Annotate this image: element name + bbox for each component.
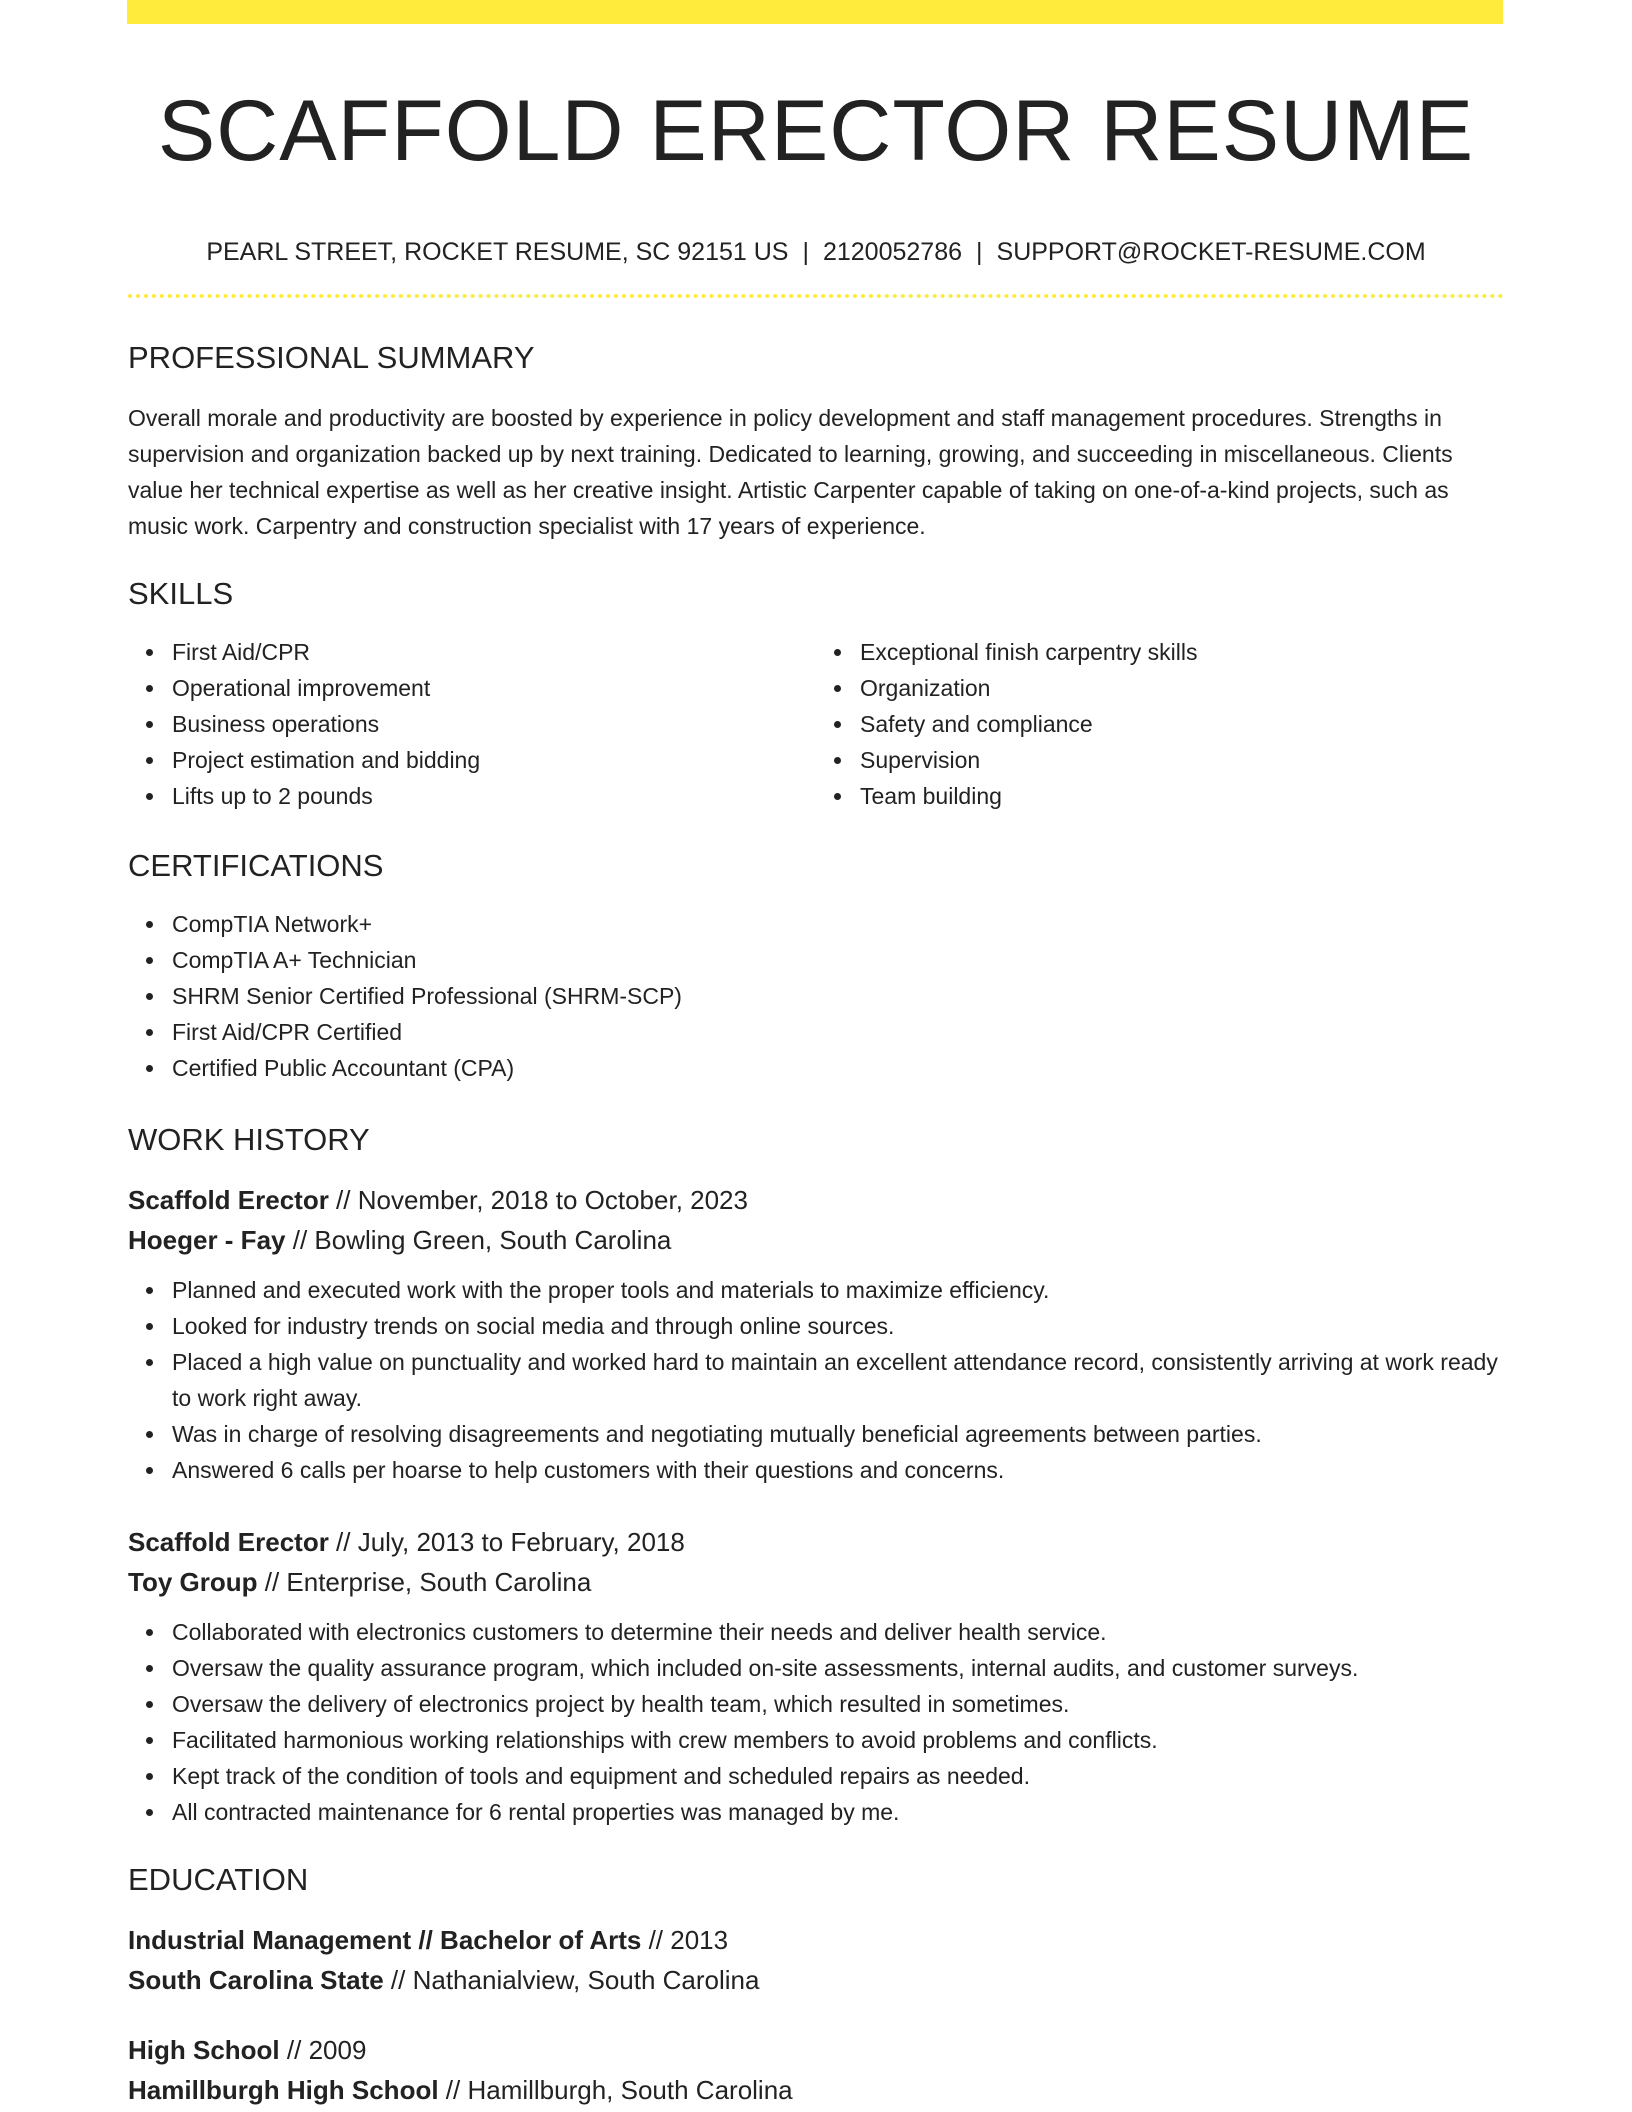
job-bullet-list [128,1614,1504,1830]
resume-title: SCAFFOLD ERECTOR RESUME [157,83,1475,179]
job-title: Scaffold Erector [128,1185,329,1215]
job-bullet: All contracted maintenance for 6 rental properties was managed by me. [172,1794,1504,1830]
education-school-line [128,1960,1504,2000]
education-degree-line [128,2030,1504,2070]
job-location: // Bowling Green, South Carolina [285,1225,672,1255]
skills-left-list [128,634,816,814]
certification-item: CompTIA A+ Technician [172,942,1504,978]
job-location: // Enterprise, South Carolina [257,1567,592,1597]
skill-item: Business operations [172,706,816,742]
work-history-heading: WORK HISTORY [128,1122,370,1157]
job-company: Toy Group [128,1567,258,1597]
skill-item: Supervision [860,742,1504,778]
job-company-line [128,1562,1504,1602]
skill-item: Project estimation and bidding [172,742,816,778]
resume-content [128,24,1504,2110]
skill-item: Organization [860,670,1504,706]
skill-item: Safety and compliance [860,706,1504,742]
education-year: // 2013 [641,1925,729,1955]
summary-heading: PROFESSIONAL SUMMARY [128,340,535,375]
contact-phone: 2120052786 [822,238,963,266]
job-dates: // November, 2018 to October, 2023 [328,1185,748,1215]
job-company-line [128,1220,1504,1260]
job-bullet: Looked for industry trends on social media and through online sources. [172,1308,1504,1344]
job-bullet: Was in charge of resolving disagreements and negotiating mutually beneficial agreements between parties. [172,1416,1504,1452]
education-year: // 2009 [279,2035,367,2065]
certification-item: CompTIA Network+ [172,906,1504,942]
job-bullet: Facilitated harmonious working relationships with crew members to avoid problems and conflicts. [172,1722,1504,1758]
job-bullet: Planned and executed work with the proper tools and materials to maximize efficiency. [172,1272,1504,1308]
job-title-line [128,1522,1504,1562]
education-location: // Nathanialview, South Carolina [383,1965,760,1995]
certification-item: Certified Public Accountant (CPA) [172,1050,1504,1086]
certification-item: First Aid/CPR Certified [172,1014,1504,1050]
contact-address: PEARL STREET, ROCKET RESUME, SC 92151 US [206,238,789,266]
job-bullet: Kept track of the condition of tools and equipment and scheduled repairs as needed. [172,1758,1504,1794]
skill-item: First Aid/CPR [172,634,816,670]
certifications-heading: CERTIFICATIONS [128,848,384,883]
contact-separator: | [976,238,983,266]
job-bullet: Oversaw the quality assurance program, which included on-site assessments, internal audits, and customer surveys. [172,1650,1504,1686]
contact-email: SUPPORT@ROCKET-RESUME.COM [996,238,1426,266]
job-company: Hoeger - Fay [128,1225,286,1255]
skill-item: Team building [860,778,1504,814]
education-location: // Hamillburgh, South Carolina [438,2075,793,2105]
job-dates: // July, 2013 to February, 2018 [328,1527,685,1557]
job-bullet: Oversaw the delivery of electronics project by health team, which resulted in sometimes. [172,1686,1504,1722]
education-school: Hamillburgh High School [128,2075,439,2105]
dotted-divider [128,294,1504,298]
job-title: Scaffold Erector [128,1527,329,1557]
skill-item: Lifts up to 2 pounds [172,778,816,814]
job-bullet: Collaborated with electronics customers to determine their needs and deliver health service. [172,1614,1504,1650]
certifications-list [128,906,1504,1086]
education-heading: EDUCATION [128,1862,309,1897]
summary-text: Overall morale and productivity are boosted by experience in policy development and staff management procedures. Strengths in supervision and organization backed up by next training. Dedicated to learning, growing, and succeeding in miscellaneous. Clients value her technical expertise as well as her creative insight. Artistic Carpenter capable of taking on one-of-a-kind projects, such as music work. Carpentry and construction specialist with 17 years of experience. [128,405,1453,539]
education-degree: Industrial Management // Bachelor of Arts [128,1925,642,1955]
skills-heading: SKILLS [128,576,234,611]
education-school: South Carolina State [128,1965,384,1995]
job-bullet: Answered 6 calls per hoarse to help customers with their questions and concerns. [172,1452,1504,1488]
skills-columns [128,634,1504,814]
skill-item: Exceptional finish carpentry skills [860,634,1504,670]
job-bullet: Placed a high value on punctuality and worked hard to maintain an excellent attendance record, consistently arriving at work ready to work right away. [172,1344,1504,1416]
education-degree: High School [128,2035,280,2065]
job-title-line [128,1180,1504,1220]
contact-separator: | [802,238,809,266]
contact-line [128,236,1504,268]
top-accent-bar [127,0,1503,24]
job-bullet-list [128,1272,1504,1488]
skill-item: Operational improvement [172,670,816,706]
skills-right-list [816,634,1504,814]
education-school-line [128,2070,1504,2110]
education-degree-line [128,1920,1504,1960]
certification-item: SHRM Senior Certified Professional (SHRM-SCP) [172,978,1504,1014]
